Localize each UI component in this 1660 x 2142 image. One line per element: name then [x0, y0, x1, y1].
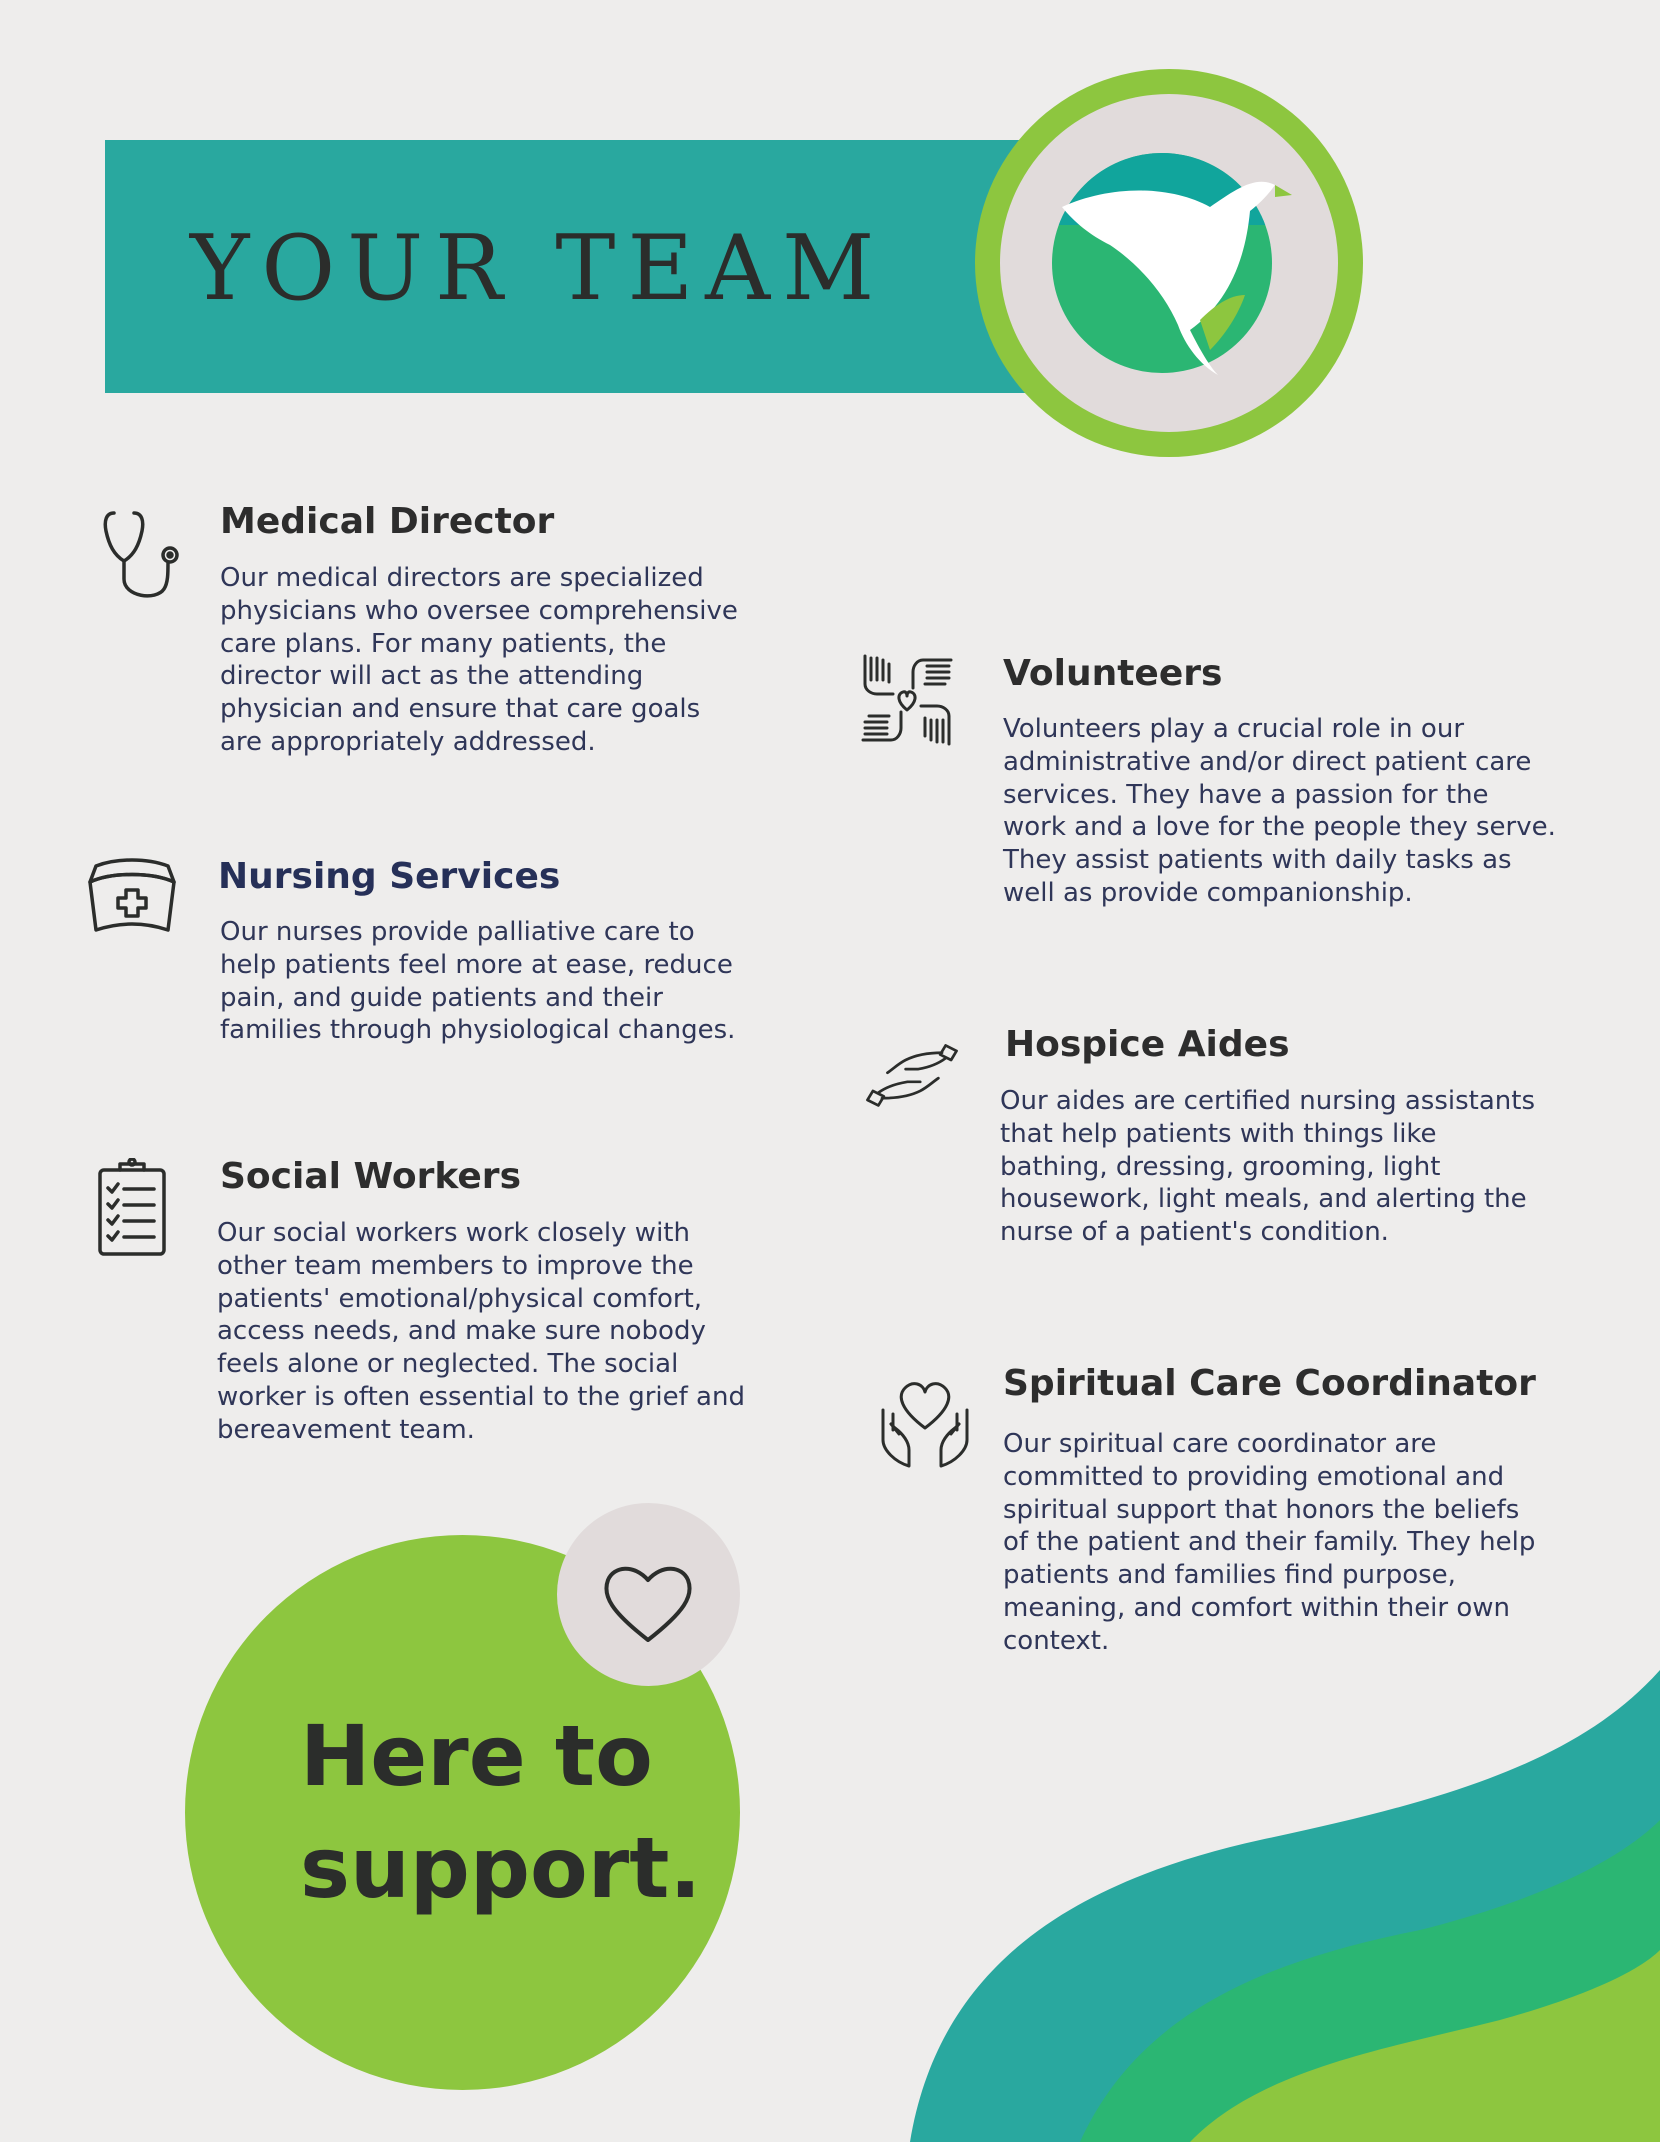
role-description-medical-director: Our medical directors are specialized physicians who oversee comprehensive care plans. For many patients, the director will act as the attending physician and ensure that care goals are appropriately addressed.: [220, 563, 738, 757]
role-description-nursing-services: Our nurses provide palliative care to help patients feel more at ease, reduce pain, and guide patients and their families through physiological changes.: [220, 917, 736, 1046]
role-description-social-workers: Our social workers work closely with other team members to improve the patients' emotional/physical comfort, access needs, and make sure nobody feels alone or neglected. The social worker is often essential to the grief and bereavement team.: [217, 1218, 745, 1445]
heart-icon: [598, 1560, 698, 1646]
hands-holding-heart-icon: [875, 1370, 975, 1470]
role-title-social-workers: Social Workers: [220, 1156, 521, 1197]
helping-hands-heart-icon: [857, 650, 957, 750]
role-description-hospice-aides: Our aides are certified nursing assistants that help patients with things like bathing, dressing, grooming, light housework, light meals, and alerting the nurse of a patient's condition.: [1000, 1086, 1536, 1248]
role-title-spiritual-care-coordinator: Spiritual Care Coordinator: [1003, 1363, 1536, 1404]
nurse-cap-icon: [82, 852, 182, 952]
stethoscope-icon: [96, 505, 196, 605]
reaching-hands-icon: [862, 1030, 962, 1130]
role-title-volunteers: Volunteers: [1003, 653, 1223, 694]
dove-icon: [1050, 145, 1300, 380]
role-title-hospice-aides: Hospice Aides: [1005, 1024, 1290, 1065]
role-description-volunteers: Volunteers play a crucial role in our administrative and/or direct patient care services. They have a passion for the work and a love for the people they serve. They assist patients with daily tasks as well as provide companionship.: [1003, 714, 1556, 908]
page-title: YOUR TEAM: [190, 216, 887, 321]
role-title-medical-director: Medical Director: [220, 501, 555, 542]
slogan-text: Here to support.: [300, 1707, 702, 1917]
clipboard-checklist-icon: [90, 1158, 190, 1258]
role-title-nursing-services: Nursing Services: [218, 856, 561, 897]
role-description-spiritual-care-coordinator: Our spiritual care coordinator are committed to providing emotional and spiritual support that honors the beliefs of the patient and their family. They help patients and families find purpose, meaning, and comfort within their own context.: [1003, 1429, 1536, 1656]
